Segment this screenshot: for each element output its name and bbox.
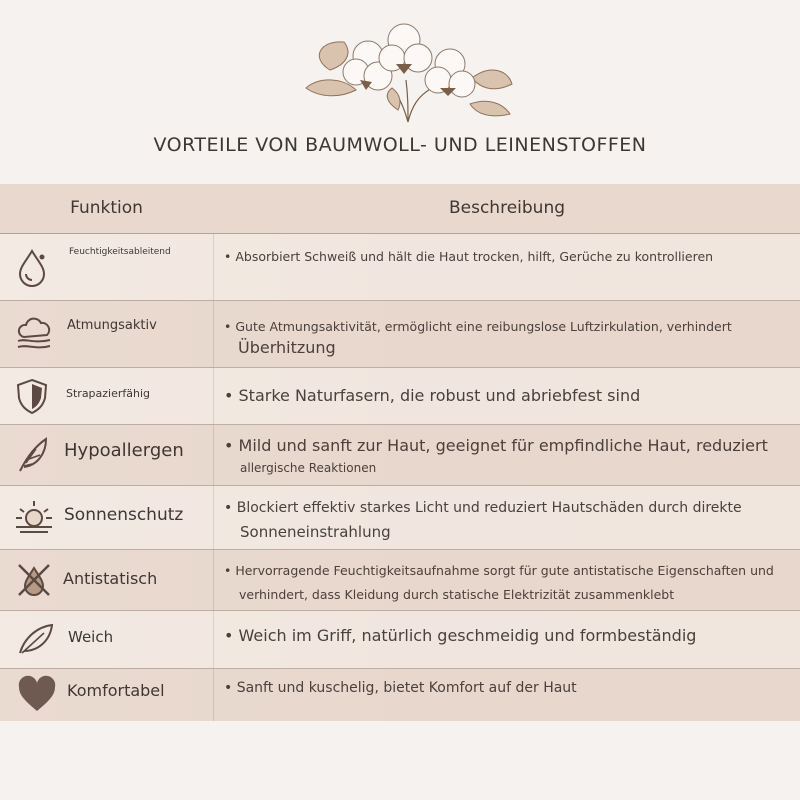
sun-icon [14,497,54,537]
description [224,249,713,264]
function-name: Sonnenschutz [64,505,184,525]
feather-icon [12,435,52,475]
description-line: allergische Reaktionen [240,461,377,475]
shield-icon [12,376,52,416]
description [224,680,577,696]
description-line: • Starke Naturfasern, die robust und abriebfest sind [224,386,641,405]
cotton-flower-illustration [300,18,520,126]
table-row [0,234,800,301]
description-line: verhindert, dass Kleidung durch statische Elektrizität zusammenklebt [239,587,675,602]
description [224,386,640,405]
header-description: Beschreibung [448,198,566,218]
function-name: Feuchtigkeitsableitend [69,247,171,257]
description [224,316,732,358]
function-name: Antistatisch [63,569,158,588]
cloud-air-icon [14,313,54,353]
function-name: Weich [68,628,114,646]
description-line: • Gute Atmungsaktivität, ermöglicht eine reibungslose Luftzirkulation, verhindert [224,319,732,334]
table-row [0,669,800,721]
description [224,496,742,544]
description-line: Sonneneinstrahlung [240,523,391,541]
heart-icon [17,675,57,715]
table-header-row [0,184,800,234]
header-function: Funktion [70,198,143,218]
description-line: • Mild und sanft zur Haut, geeignet für empfindliche Haut, reduziert [224,436,768,455]
function-name: Atmungsaktiv [67,318,157,333]
description [224,435,768,479]
table-row [0,486,800,550]
description-line: • Hervorragende Feuchtigkeitsaufnahme sorgt für gute antistatische Eigenschaften und [224,563,774,578]
description-line: Überhitzung [238,338,336,357]
function-name: Komfortabel [67,681,165,700]
table-row [0,425,800,486]
benefits-table [0,184,800,721]
description-line: • Sanft und kuschelig, bietet Komfort auf der Haut [224,680,577,696]
table-row [0,301,800,368]
description-line: • Blockiert effektiv starkes Licht und reduziert Hautschäden durch direkte [224,500,742,516]
description [224,559,774,607]
table-row [0,368,800,425]
leaf-icon [16,619,56,659]
page-title: VORTEILE VON BAUMWOLL- UND LEINENSTOFFEN [153,134,647,156]
water-drop-icon [12,247,52,287]
function-name: Strapazierfähig [66,387,151,400]
table-row [0,611,800,669]
description [224,626,696,645]
no-static-icon [14,560,54,600]
function-name: Hypoallergen [64,440,184,461]
description-line: • Absorbiert Schweiß und hält die Haut trocken, hilft, Gerüche zu kontrollieren [224,249,714,264]
table-row [0,550,800,611]
description-line: • Weich im Griff, natürlich geschmeidig und formbeständig [224,626,697,645]
